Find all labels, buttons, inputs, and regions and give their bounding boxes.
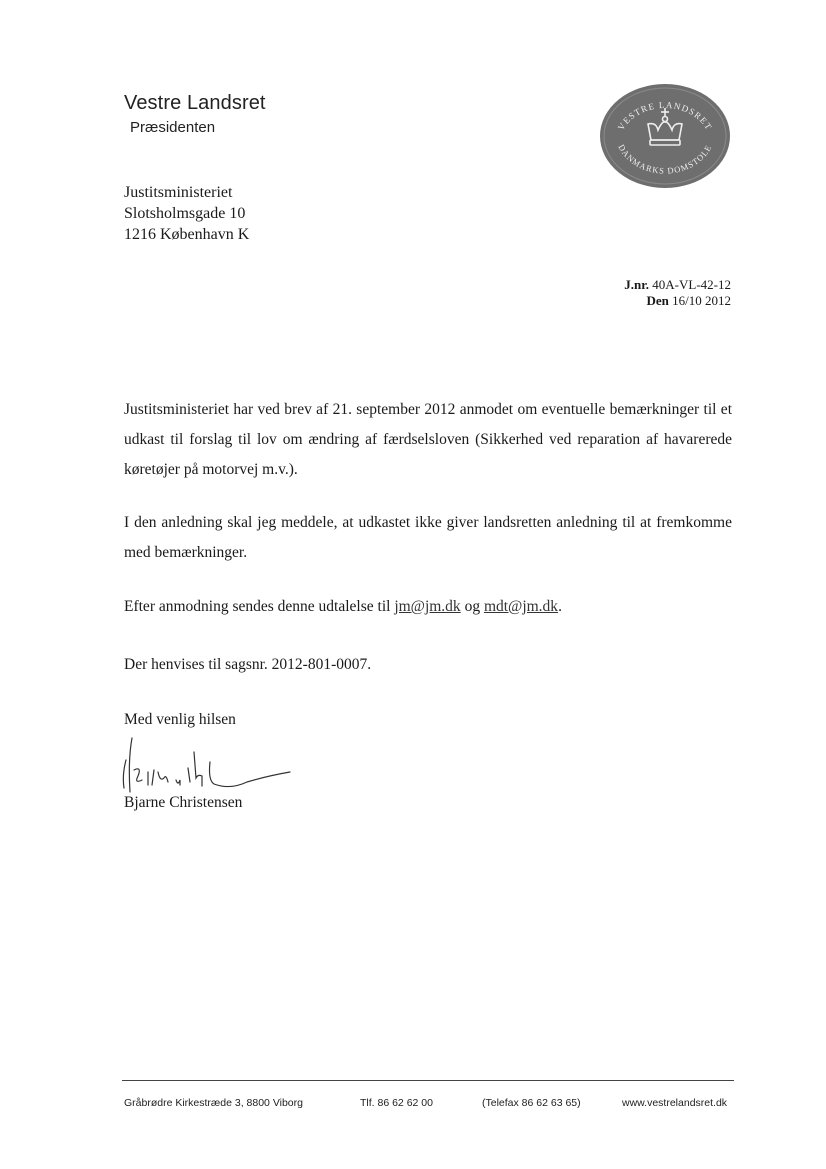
footer-fax: (Telefax 86 62 63 65) (482, 1097, 581, 1109)
footer-divider (122, 1080, 734, 1081)
p3-text: Efter anmodning sendes denne udtalelse til (124, 598, 395, 615)
closing-greeting: Med venlig hilsen (124, 711, 236, 728)
body-paragraph-1: Justitsministeriet har ved brev af 21. september 2012 anmodet om eventuelle bemærkninger til et udkast til forslag til lov om ændring af færdselsloven (Sikkerhed ved reparation af havarerede køretøjer på motorvej m.v.). (124, 401, 732, 478)
p3-text: og (460, 598, 484, 615)
jnr-label: J.nr. (624, 277, 650, 292)
court-name: Vestre Landsret (124, 92, 266, 114)
body-paragraph-2: I den anledning skal jeg meddele, at udkastet ikke giver landsretten anledning til at fremkomme med bemærkninger. (124, 514, 732, 561)
date-label: Den (646, 293, 669, 308)
court-seal-stamp (598, 82, 732, 190)
recipient-line: Justitsministeriet (124, 184, 233, 201)
recipient-line: 1216 København K (124, 226, 250, 243)
svg-text:VESTRE LANDSRET: VESTRE LANDSRET (615, 99, 715, 133)
reference-block (624, 277, 731, 309)
jnr-value: 40A-VL-42-12 (652, 277, 731, 292)
body-paragraph-4: Der henvises til sagsnr. 2012-801-0007. (124, 656, 372, 673)
footer-website[interactable]: www.vestrelandsret.dk (622, 1097, 728, 1109)
signer-name: Bjarne Christensen (124, 794, 243, 811)
recipient-line: Slotsholmsgade 10 (124, 205, 246, 222)
body-paragraph-3 (124, 592, 732, 622)
court-subtitle: Præsidenten (130, 119, 216, 136)
email-link-jm[interactable]: jm@jm.dk (394, 598, 461, 615)
recipient-address (124, 182, 249, 245)
footer-phone: Tlf. 86 62 62 00 (360, 1097, 433, 1109)
date-value: 16/10 2012 (672, 293, 731, 308)
footer-address: Gråbrødre Kirkestræde 3, 8800 Viborg (124, 1097, 303, 1109)
p3-text: . (558, 598, 562, 615)
email-link-mdt[interactable]: mdt@jm.dk (483, 598, 559, 615)
svg-text:DANMARKS DOMSTOLE: DANMARKS DOMSTOLE (616, 142, 714, 176)
